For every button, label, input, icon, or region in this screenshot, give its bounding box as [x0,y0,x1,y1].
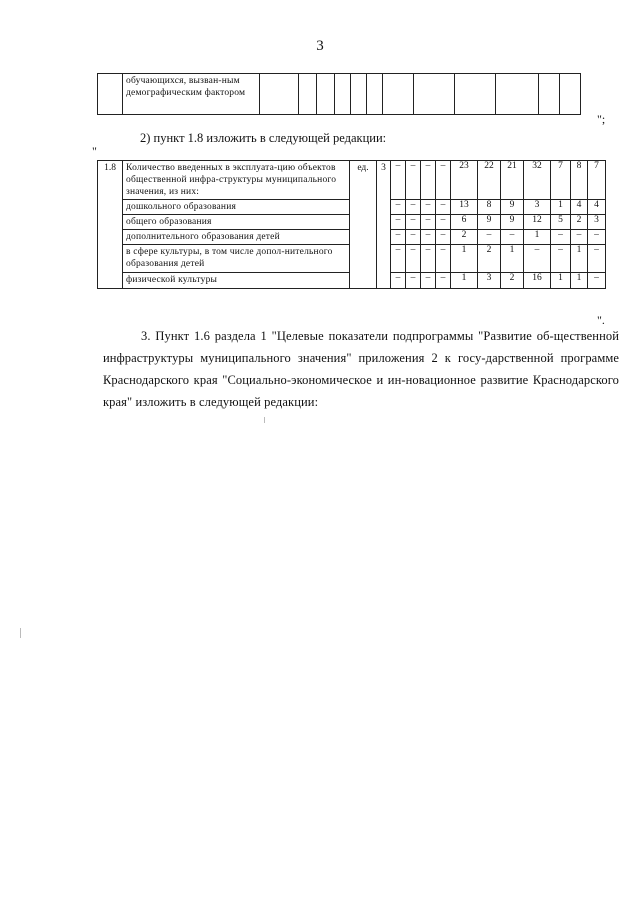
cell: 7 [558,161,563,171]
body-paragraph: 3. Пункт 1.6 раздела 1 "Целевые показатели подпрограммы "Развитие об-щественной инфраструктуры муниципального значения" приложения 2 к госу-дарственной программе Краснодарского края "Социально-экономическое и ин-новационное развитие Краснодарского края" изложить в следующей редакции: [103,329,619,409]
cell: – [425,161,431,171]
cell: 16 [532,273,542,283]
cell: – [395,230,401,240]
cell: 32 [532,161,542,171]
cell: – [440,215,446,225]
cell: 2 [461,230,467,240]
cell: 1 [509,245,515,255]
cell: – [486,230,492,240]
table-fragment-top [97,73,581,115]
cell: 9 [509,215,515,225]
cell: – [576,230,582,240]
cell: – [440,161,446,171]
cell: 13 [459,200,469,210]
table-row [98,161,606,200]
cell: – [395,273,401,283]
cell: 2 [486,245,492,255]
opening-quote: " [92,144,97,158]
cell: 4 [576,200,582,210]
table1-description: обучающихся, вызван-ным демографическим фактором [126,76,246,98]
cell: – [440,200,446,210]
cell: 3 [534,200,540,210]
page-number: 3 [316,38,324,54]
cell: – [558,245,563,255]
cell: 2 [576,215,582,225]
cell: 9 [509,200,515,210]
cell: 21 [507,161,517,171]
cell: 8 [486,200,492,210]
cell: – [440,230,446,240]
row-label: Количество введенных в эксплуата-цию объектов общественной инфра-структуры муниципального значения, из них: [126,163,337,197]
cell: 9 [486,215,492,225]
row-label: общего образования [126,217,212,227]
cell: – [410,273,416,283]
instruction-text: 2) пункт 1.8 изложить в следующей редакции: [140,131,387,145]
row-label: дошкольного образования [126,202,237,212]
cell: – [509,230,515,240]
cell: 1 [558,273,563,283]
cell: 1 [461,273,467,283]
row-number: 1.8 [104,163,116,173]
cell: 3 [594,215,599,225]
closing-quote: "; [597,112,606,126]
row-label: в сфере культуры, в том числе допол-нительного образования детей [126,247,333,269]
cell: – [410,245,416,255]
cell: – [395,245,401,255]
cell: 1 [461,245,467,255]
cell: – [425,215,431,225]
cell: – [395,200,401,210]
cell: – [410,200,416,210]
cell: – [395,215,401,225]
cell: – [425,230,431,240]
cell: – [395,161,401,171]
unit: ед. [357,163,369,173]
cell: – [440,245,446,255]
cell: 23 [459,161,469,171]
cell: – [594,230,599,240]
cell: 6 [461,215,467,225]
cell: – [410,230,416,240]
cell: – [410,161,416,171]
scan-mark [20,628,21,638]
cell: – [425,200,431,210]
cell: 2 [509,273,515,283]
cell: 3 [486,273,492,283]
cell: 5 [558,215,563,225]
cell: – [594,245,599,255]
cell: 1 [576,273,582,283]
cell: – [425,273,431,283]
cell: – [594,273,599,283]
row-label: дополнительного образования детей [126,232,280,242]
closing-quote-2: ". [597,313,605,327]
indicator-table [97,160,606,289]
cell: 4 [594,200,599,210]
cell: – [534,245,540,255]
cell: 12 [532,215,542,225]
cell: – [558,230,563,240]
cell: 7 [594,161,599,171]
cell: 8 [576,161,582,171]
cell: 3 [381,163,386,173]
cell: 1 [576,245,582,255]
cell: 1 [534,230,540,240]
cell: 22 [484,161,494,171]
cell: – [440,273,446,283]
cell: – [410,215,416,225]
row-label: физической культуры [126,275,218,285]
scan-mark [264,417,265,423]
cell: 1 [558,200,563,210]
cell: – [425,245,431,255]
